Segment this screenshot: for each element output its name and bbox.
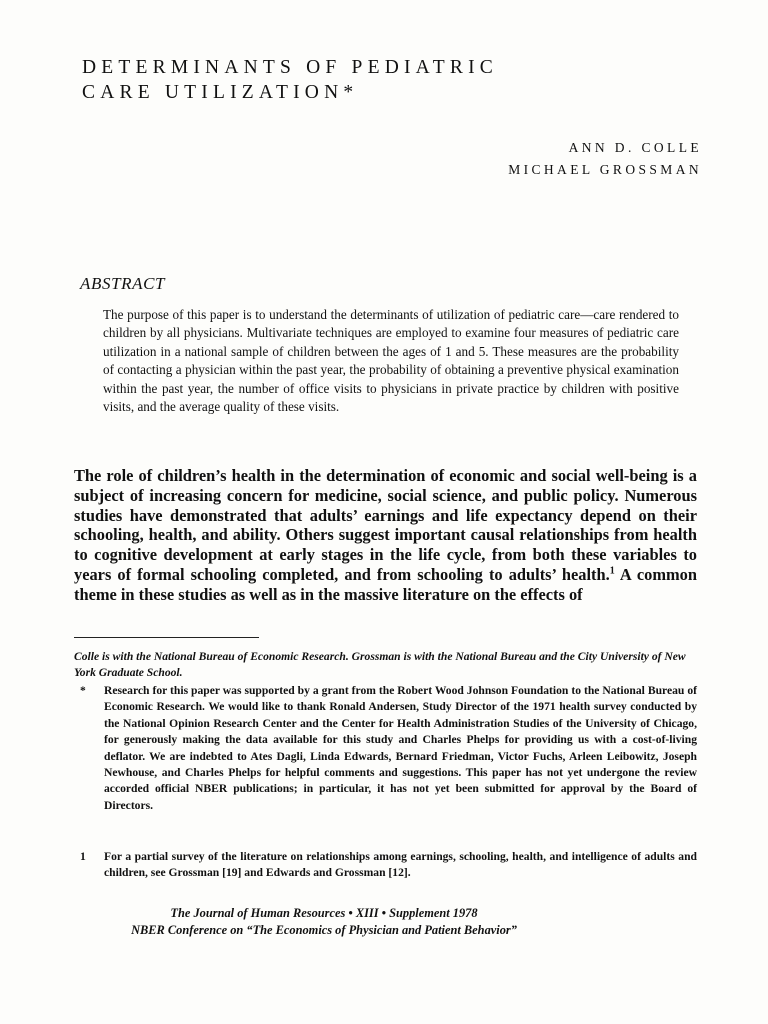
journal-line-2: NBER Conference on “The Economics of Physician and Patient Behavior”: [131, 923, 517, 937]
abstract-text: The purpose of this paper is to understand the determinants of utilization of pediatric care—care rendered to children by all physicians. Multivariate techniques are employed to examine four measures of pediatric care utilization in a national sample of children between the ages of 1 and 5. These measures are the probability of contacting a physician within the past year, the probability of obtaining a preventive physical examination within the past year, the number of office visits to physicians in private practice by children with positive visits, and the average quality of these visits.: [103, 307, 679, 415]
footnote-divider: [74, 637, 259, 638]
author-affiliation-note: Colle is with the National Bureau of Economic Research. Grossman is with the National Bureau and the City University of New York Graduate School.: [74, 650, 686, 680]
body-paragraph: [74, 466, 697, 605]
paper-title: [82, 55, 702, 105]
footnote-marker: 1: [80, 850, 86, 863]
title-line-2: CARE UTILIZATION*: [82, 82, 359, 103]
author-list: [508, 137, 702, 181]
journal-line-1: The Journal of Human Resources • XIII • Supplement 1978: [170, 906, 478, 920]
body-text-end: A common theme in these studies as well as in the massive literature on the effects of: [74, 564, 697, 604]
footnote-reference: 1: [609, 565, 615, 577]
author-name: ANN D. COLLE: [568, 140, 702, 155]
footnote-1: [80, 849, 697, 882]
footnote-acknowledgments: [80, 683, 697, 814]
author-name: MICHAEL GROSSMAN: [508, 162, 702, 177]
title-line-1: DETERMINANTS OF PEDIATRIC: [82, 57, 499, 78]
footnote-text: For a partial survey of the literature on relationships among earnings, schooling, health, and intelligence of adults and children, see Grossman [19] and Edwards and Grossman [12].: [104, 850, 697, 880]
body-text-start: The role of children’s health in the determination of economic and social well-being is a subject of increasing concern for medicine, social science, and public policy. Numerous studies have demonstrated that adults’ earnings and life expectancy depend on their schooling, health, and ability. Others suggest important causal relationships from health to cognitive development at early stages in the life cycle, from both these variables to years of formal schooling completed, and from schooling to adults’ health.: [74, 466, 697, 584]
journal-citation: [74, 905, 574, 939]
abstract-heading: ABSTRACT: [80, 274, 166, 293]
footnote-marker: *: [80, 684, 86, 697]
footnote-text: Research for this paper was supported by a grant from the Robert Wood Johnson Foundation to the National Bureau of Economic Research. We would like to thank Ronald Andersen, Study Director of the 1971 health survey conducted by the National Opinion Research Center and the Center for Health Administration Studies of the University of Chicago, for generously making the data available for this study and Charles Phelps for providing us with a cost-of-living deflator. We are indebted to Ates Dagli, Linda Edwards, Bernard Friedman, Victor Fuchs, Arleen Leibowitz, Joseph Newhouse, and Charles Phelps for helpful comments and suggestions. This paper has not yet undergone the review accorded official NBER publications; in particular, it has not yet been submitted for approval by the Board of Directors.: [104, 684, 697, 812]
